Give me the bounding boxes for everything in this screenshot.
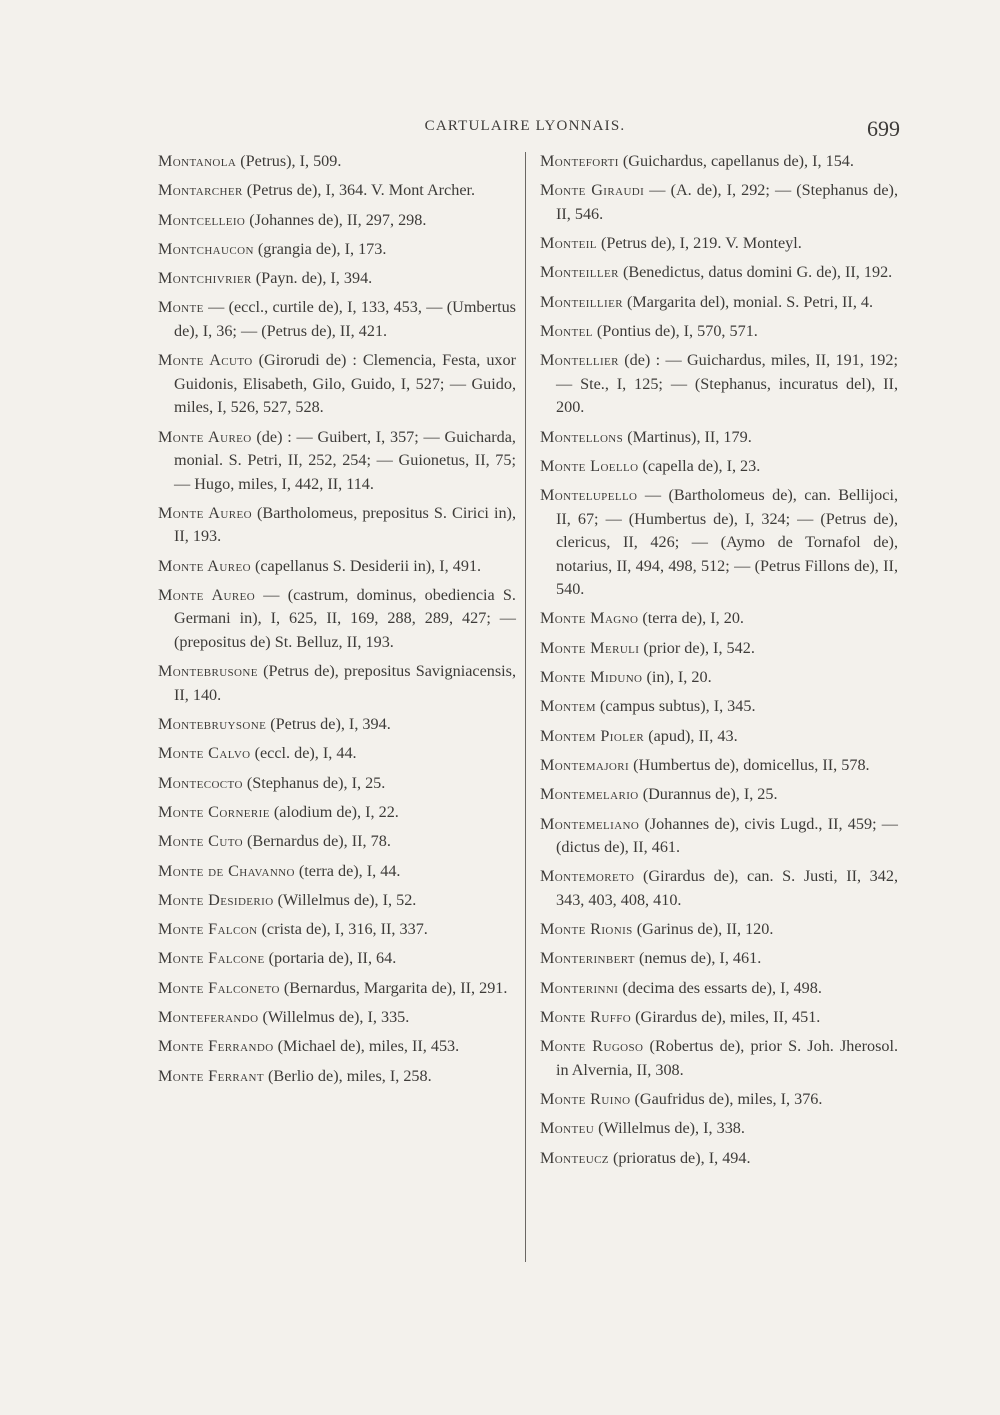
- entry-references: (Margarita del), monial. S. Petri, II, 4.: [622, 292, 874, 311]
- index-entry: [540, 918, 898, 942]
- index-entry: [158, 584, 516, 655]
- running-title: CARTULAIRE LYONNAIS.: [424, 118, 626, 134]
- entry-headword: Monte de Chavanno: [158, 861, 295, 880]
- entry-references: (campus subtus), I, 345.: [595, 697, 756, 716]
- entry-references: (Benedictus, datus domini G. de), II, 192.: [618, 263, 893, 282]
- index-entry: [158, 713, 516, 737]
- index-entry: [540, 179, 898, 226]
- entry-references: (de) : — Guibert, I, 357; — Guicharda, monial. S. Petri, II, 252, 254; — Guionetus, II, 75; — Hugo, miles, I, 442, II, 114.: [174, 427, 516, 493]
- index-entry: [540, 261, 898, 285]
- index-entry: [540, 426, 898, 450]
- entry-headword: Monte Desiderio: [158, 890, 274, 909]
- index-entry: [158, 742, 516, 766]
- index-entry: [540, 695, 898, 719]
- entry-references: (Berlio de), miles, I, 258.: [263, 1066, 432, 1085]
- entry-headword: Monte Aureo: [158, 503, 252, 522]
- entry-references: (Bernardus, Margarita de), II, 291.: [279, 978, 508, 997]
- entry-headword: Monte Rugoso: [540, 1037, 644, 1056]
- entry-headword: Montellons: [540, 427, 624, 446]
- index-entry: [540, 754, 898, 778]
- entry-headword: Montanola: [158, 152, 237, 170]
- entry-references: (eccl. de), I, 44.: [250, 744, 357, 763]
- index-entry: [540, 666, 898, 690]
- entry-references: (in), I, 20.: [642, 668, 712, 687]
- entry-headword: Montchaucon: [158, 239, 254, 258]
- entry-headword: Monte Loello: [540, 456, 639, 475]
- index-entry: [540, 1035, 898, 1082]
- index-entry: [158, 555, 516, 579]
- entry-headword: Montcelleio: [158, 210, 246, 229]
- entry-headword: Monterinbert: [540, 949, 635, 968]
- entry-references: (Johannes de), civis Lugd., II, 459; — (dictus de), II, 461.: [556, 814, 898, 857]
- index-entry: [540, 607, 898, 631]
- entry-references: (prioratus de), I, 494.: [608, 1148, 751, 1167]
- index-entry: [158, 426, 516, 497]
- entry-references: — (A. de), I, 292; — (Stephanus de), II, 546.: [556, 181, 898, 223]
- entry-references: (Willelmus de), I, 338.: [594, 1119, 745, 1138]
- entry-headword: Montebrusone: [158, 662, 258, 681]
- entry-headword: Montemelario: [540, 785, 639, 804]
- entry-references: (Pontius de), I, 570, 571.: [592, 321, 758, 340]
- entry-references: (Stephanus de), I, 25.: [242, 773, 386, 792]
- entry-headword: Monteferando: [158, 1008, 259, 1027]
- index-entry: [158, 1065, 516, 1089]
- index-entry: [540, 484, 898, 602]
- index-entry: [158, 349, 516, 420]
- entry-headword: Montel: [540, 321, 593, 340]
- entry-headword: Montemoreto: [540, 867, 635, 886]
- index-entry: [540, 783, 898, 807]
- entry-headword: Monteucz: [540, 1148, 609, 1167]
- entry-references: (alodium de), I, 22.: [269, 802, 399, 821]
- index-entry: [158, 179, 516, 203]
- column-divider: [525, 152, 526, 1262]
- entry-headword: Monte Acuto: [158, 351, 253, 370]
- index-entry: [540, 1147, 898, 1171]
- entry-references: (Gaufridus de), miles, I, 376.: [630, 1090, 823, 1109]
- entry-headword: Monte Falconeto: [158, 978, 280, 997]
- entry-references: (Girardus de), miles, II, 451.: [631, 1008, 821, 1027]
- entry-references: (Bartholomeus, prepositus S. Cirici in), II, 193.: [174, 503, 516, 546]
- index-entry: [540, 1006, 898, 1030]
- index-entry: [158, 889, 516, 913]
- entry-references: (Robertus de), prior S. Joh. Jherosol. in Alvernia, II, 308.: [556, 1037, 899, 1079]
- entry-headword: Monte Miduno: [540, 668, 643, 687]
- entry-headword: Montchivrier: [158, 269, 252, 288]
- entry-references: (de) : — Guichardus, miles, II, 191, 192; — Ste., I, 125; — (Stephanus, incuratus del), II, 200.: [556, 351, 898, 417]
- entry-references: (Girardus de), can. S. Justi, II, 342, 343, 403, 408, 410.: [556, 867, 898, 909]
- entry-headword: Montellier: [540, 351, 619, 370]
- entry-headword: Montemajori: [540, 755, 630, 774]
- entry-references: (capella de), I, 23.: [638, 456, 761, 475]
- entry-references: (Petrus de), I, 364. V. Mont Archer.: [242, 181, 476, 200]
- entry-headword: Monte Magno: [540, 609, 639, 628]
- index-entry: [158, 1006, 516, 1030]
- entry-references: (capellanus S. Desiderii in), I, 491.: [250, 556, 482, 575]
- entry-references: (Petrus de), I, 394.: [266, 715, 391, 734]
- index-entry: [158, 150, 516, 174]
- entry-references: — (Bartholomeus de), can. Bellijoci, II, 67; — (Humbertus de), I, 324; — (Petrus de), clericus, II, 426; — (Aymo de Tornafol de), notarius, II, 494, 498, 512; — (Petrus Fillons de), II, 540.: [556, 486, 898, 599]
- index-column-left: [158, 150, 516, 1094]
- entry-references: (prior de), I, 542.: [639, 638, 755, 657]
- entry-headword: Monte Aureo: [158, 556, 251, 575]
- entry-headword: Monte Falcone: [158, 949, 265, 968]
- index-entry: [540, 813, 898, 860]
- index-entry: [158, 502, 516, 549]
- index-entry: [158, 947, 516, 971]
- entry-headword: Monte Rionis: [540, 920, 633, 939]
- index-column-right: [540, 150, 898, 1176]
- entry-headword: Monte Cornerie: [158, 802, 270, 821]
- index-entry: [540, 455, 898, 479]
- entry-references: (Michael de), miles, II, 453.: [273, 1037, 460, 1056]
- entry-headword: Monte Giraudi: [540, 181, 645, 200]
- entry-references: — (castrum, dominus, obediencia S. Germani in), I, 625, II, 169, 288, 289, 427; — (prepositus de) St. Belluz, II, 193.: [174, 585, 516, 651]
- entry-references: (Petrus), I, 509.: [236, 152, 342, 170]
- entry-references: (Petrus de), I, 219. V. Monteyl.: [596, 234, 802, 253]
- entry-references: (Bernardus de), II, 78.: [242, 832, 391, 851]
- entry-references: (Willelmus de), I, 335.: [258, 1008, 410, 1027]
- entry-headword: Monterinni: [540, 978, 619, 997]
- entry-headword: Monteforti: [540, 152, 619, 170]
- index-entry: [540, 232, 898, 256]
- entry-references: (Payn. de), I, 394.: [251, 269, 373, 288]
- index-entry: [158, 1035, 516, 1059]
- entry-headword: Monte Ferrando: [158, 1037, 274, 1056]
- entry-headword: Montem Pioler: [540, 726, 645, 745]
- index-entry: [158, 238, 516, 262]
- index-entry: [158, 918, 516, 942]
- entry-headword: Montebruysone: [158, 715, 267, 734]
- index-entry: [540, 865, 898, 912]
- index-entry: [158, 772, 516, 796]
- entry-references: (portaria de), II, 64.: [264, 949, 397, 968]
- index-entry: [540, 150, 898, 174]
- entry-headword: Monte: [158, 298, 204, 317]
- index-entry: [540, 947, 898, 971]
- entry-headword: Montem: [540, 697, 596, 716]
- index-entry: [540, 637, 898, 661]
- entry-headword: Monte Calvo: [158, 744, 251, 763]
- entry-headword: Monte Aureo: [158, 585, 256, 604]
- index-entry: [158, 296, 516, 343]
- index-entry: [158, 209, 516, 233]
- entry-references: (Durannus de), I, 25.: [638, 785, 778, 804]
- entry-headword: Monte Aureo: [158, 427, 252, 446]
- entry-headword: Monte Ruffo: [540, 1008, 632, 1027]
- entry-references: (nemus de), I, 461.: [634, 949, 762, 968]
- page-header: [150, 118, 900, 142]
- entry-headword: Montemeliano: [540, 814, 640, 833]
- index-entry: [158, 860, 516, 884]
- index-entry: [540, 725, 898, 749]
- entry-headword: Monte Cuto: [158, 832, 243, 851]
- entry-headword: Montarcher: [158, 181, 243, 200]
- index-entry: [540, 1088, 898, 1112]
- entry-references: (terra de), I, 20.: [638, 609, 744, 628]
- index-entry: [158, 830, 516, 854]
- entry-references: (Willelmus de), I, 52.: [273, 890, 417, 909]
- entry-references: — (eccl., curtile de), I, 133, 453, — (Umbertus de), I, 36; — (Petrus de), II, 421.: [174, 298, 516, 340]
- entry-references: (crista de), I, 316, II, 337.: [257, 920, 428, 939]
- index-entry: [540, 320, 898, 344]
- entry-headword: Monte Ruino: [540, 1090, 631, 1109]
- page-number: 699: [867, 116, 900, 141]
- entry-headword: Monte Meruli: [540, 638, 640, 657]
- entry-headword: Monteillier: [540, 292, 623, 311]
- entry-headword: Monte Falcon: [158, 920, 258, 939]
- entry-references: (Humbertus de), domicellus, II, 578.: [629, 755, 870, 774]
- entry-headword: Montelupello: [540, 486, 638, 505]
- entry-references: (terra de), I, 44.: [294, 861, 401, 880]
- entry-references: (Martinus), II, 179.: [623, 427, 752, 446]
- index-entry: [540, 349, 898, 420]
- index-entry: [158, 977, 516, 1001]
- index-entry: [540, 291, 898, 315]
- index-entry: [540, 977, 898, 1001]
- index-entry: [158, 660, 516, 707]
- entry-headword: Monteil: [540, 234, 597, 253]
- entry-references: (apud), II, 43.: [644, 726, 738, 745]
- index-entry: [158, 267, 516, 291]
- entry-references: (Johannes de), II, 297, 298.: [245, 210, 427, 229]
- entry-references: (Petrus de), prepositus Savigniacensis, II, 140.: [174, 662, 516, 704]
- entry-references: (decima des essarts de), I, 498.: [618, 978, 822, 997]
- index-entry: [158, 801, 516, 825]
- entry-references: (Guichardus, capellanus de), I, 154.: [618, 152, 854, 170]
- entry-headword: Monteu: [540, 1119, 595, 1138]
- entry-headword: Monteiller: [540, 263, 619, 282]
- entry-references: (grangia de), I, 173.: [253, 239, 387, 258]
- entry-headword: Montecocto: [158, 773, 243, 792]
- entry-references: (Garinus de), II, 120.: [632, 920, 774, 939]
- entry-references: (Girorudi de) : Clemencia, Festa, uxor Guidonis, Elisabeth, Gilo, Guido, I, 527; — Guido, miles, I, 526, 527, 528.: [174, 351, 516, 417]
- entry-headword: Monte Ferrant: [158, 1066, 264, 1085]
- index-entry: [540, 1117, 898, 1141]
